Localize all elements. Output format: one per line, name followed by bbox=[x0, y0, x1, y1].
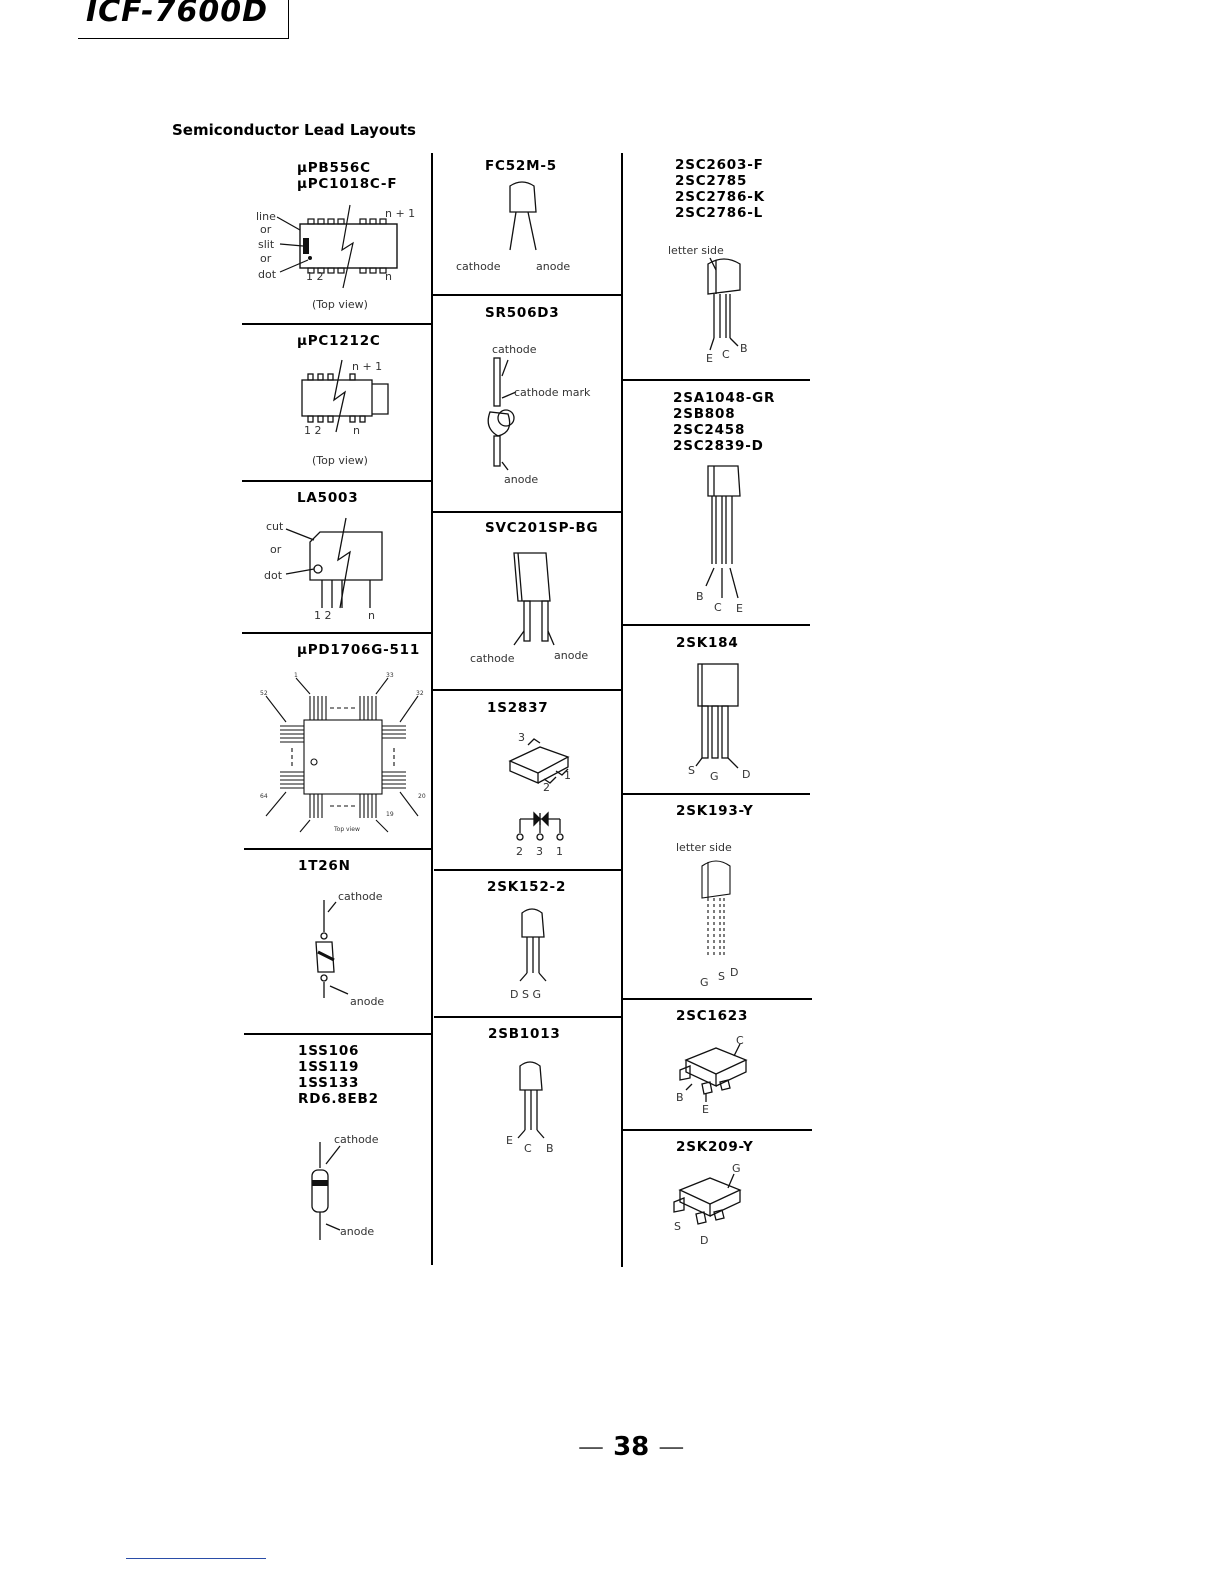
anode-label: anode bbox=[340, 1225, 375, 1238]
qfp-package-drawing bbox=[256, 668, 431, 838]
pin-label: 19 bbox=[386, 811, 394, 818]
row-divider bbox=[622, 1129, 812, 1131]
page-dash: — bbox=[658, 1432, 685, 1462]
sot89-drawing bbox=[666, 1160, 766, 1250]
pin-label: 64 bbox=[260, 793, 268, 800]
pin-label: 1 2 bbox=[304, 424, 322, 437]
anode-label: anode bbox=[536, 260, 571, 273]
or-label: or bbox=[260, 223, 272, 236]
base-label: B bbox=[676, 1091, 684, 1104]
row-divider bbox=[244, 848, 432, 850]
fet-drawing bbox=[672, 838, 782, 988]
row-divider bbox=[622, 379, 810, 381]
pin-label: 1 2 bbox=[306, 270, 324, 283]
cut-label: cut bbox=[266, 520, 284, 533]
letter-side-label: letter side bbox=[668, 244, 724, 257]
line-label: line bbox=[256, 210, 276, 223]
anode-label: anode bbox=[504, 473, 539, 486]
letter-side-label: letter side bbox=[676, 841, 732, 854]
transistor-drawing bbox=[500, 1058, 580, 1158]
anode-label: anode bbox=[554, 649, 589, 662]
row-divider bbox=[242, 632, 432, 634]
led-drawing bbox=[452, 178, 592, 278]
part-number: 2SC2603-F bbox=[675, 157, 764, 173]
footer-rule bbox=[126, 1558, 266, 1559]
row-divider bbox=[242, 480, 432, 482]
row-divider bbox=[622, 624, 810, 626]
view-label: Top view bbox=[334, 826, 360, 833]
part-number: 1SS119 bbox=[298, 1059, 360, 1075]
cathode-label: cathode bbox=[492, 343, 537, 356]
pin-label: 3 bbox=[536, 845, 543, 858]
drain-label: D bbox=[700, 1234, 709, 1247]
part-number: 2SB1013 bbox=[488, 1026, 561, 1042]
slit-label: slit bbox=[258, 238, 275, 251]
column-divider-2 bbox=[621, 153, 623, 1267]
pin-label: 2 bbox=[516, 845, 523, 858]
pin-label: n + 1 bbox=[352, 360, 383, 373]
pin-label: 1 bbox=[294, 672, 298, 679]
collector-label: C bbox=[714, 601, 722, 614]
dot-label: dot bbox=[264, 569, 283, 582]
la5003-package-drawing bbox=[262, 512, 402, 624]
page-number bbox=[578, 1432, 684, 1462]
fet-drawing bbox=[680, 660, 770, 785]
pin-label: 52 bbox=[260, 690, 268, 697]
part-number: 2SC2786-K bbox=[675, 189, 765, 205]
part-number: 2SC2458 bbox=[673, 422, 746, 438]
pin-label: n + 1 bbox=[385, 207, 416, 220]
cathode-label: cathode bbox=[456, 260, 501, 273]
cathode-label: cathode bbox=[338, 890, 383, 903]
cathode-label: cathode bbox=[470, 652, 515, 665]
gate-label: G bbox=[710, 770, 719, 783]
pin-label: 20 bbox=[418, 793, 426, 800]
emitter-label: E bbox=[736, 602, 743, 615]
row-divider bbox=[434, 869, 621, 871]
row-divider bbox=[622, 793, 810, 795]
emitter-label: E bbox=[706, 352, 713, 365]
pin-label: 33 bbox=[386, 672, 394, 679]
column-divider-1 bbox=[431, 153, 433, 1265]
diode-drawing bbox=[300, 882, 410, 1012]
base-label: B bbox=[740, 342, 748, 355]
cathode-label: cathode bbox=[334, 1133, 379, 1146]
gate-label: G bbox=[732, 1162, 741, 1175]
part-number: SR506D3 bbox=[485, 305, 560, 321]
section-title: Semiconductor Lead Layouts bbox=[172, 121, 416, 139]
base-label: B bbox=[696, 590, 704, 603]
row-divider bbox=[432, 294, 621, 296]
sot89-drawing bbox=[672, 1030, 772, 1120]
pin-label: 32 bbox=[416, 690, 424, 697]
emitter-label: E bbox=[506, 1134, 513, 1147]
part-number: 2SK193-Y bbox=[676, 803, 754, 819]
pin-label: n bbox=[353, 424, 360, 437]
source-label: S bbox=[718, 970, 725, 983]
part-number: 2SK184 bbox=[676, 635, 739, 651]
anode-label: anode bbox=[350, 995, 385, 1008]
glass-diode-drawing bbox=[296, 1128, 406, 1253]
diode-drawing bbox=[458, 332, 608, 492]
part-number: 2SK209-Y bbox=[676, 1139, 754, 1155]
part-number: 2SC1623 bbox=[676, 1008, 749, 1024]
collector-label: C bbox=[736, 1034, 744, 1047]
part-number: μPC1018C-F bbox=[297, 176, 398, 192]
cathode-mark-label: cathode mark bbox=[514, 386, 591, 399]
view-label: (Top view) bbox=[312, 454, 368, 467]
page-number-value: 38 bbox=[613, 1432, 650, 1462]
part-number: 1SS106 bbox=[298, 1043, 360, 1059]
part-number: 2SA1048-GR bbox=[673, 390, 776, 406]
model-number: ICF-7600D bbox=[86, 0, 269, 29]
part-number: 2SB808 bbox=[673, 406, 736, 422]
row-divider bbox=[242, 323, 432, 325]
fet-drawing bbox=[500, 903, 580, 1003]
page-dash: — bbox=[578, 1432, 604, 1462]
pin-label: 1 2 bbox=[314, 609, 332, 622]
part-number: 1S2837 bbox=[487, 700, 549, 716]
gate-label: G bbox=[700, 976, 709, 989]
part-number: LA5003 bbox=[297, 490, 359, 506]
dip-package-drawing bbox=[250, 200, 430, 315]
part-number: 1T26N bbox=[298, 858, 351, 874]
source-label: S bbox=[688, 764, 695, 777]
row-divider bbox=[434, 1016, 621, 1018]
pin-label: 2 bbox=[543, 781, 550, 794]
row-divider bbox=[622, 998, 812, 1000]
pin-label: n bbox=[385, 270, 392, 283]
source-label: S bbox=[674, 1220, 681, 1233]
drain-label: D bbox=[742, 768, 751, 781]
row-divider bbox=[244, 1033, 432, 1035]
part-number: 2SC2839-D bbox=[673, 438, 764, 454]
pin-label: 1 bbox=[556, 845, 563, 858]
part-number: 2SC2786-L bbox=[675, 205, 764, 221]
or-label: or bbox=[260, 252, 272, 265]
pin-label: D S G bbox=[510, 988, 541, 1001]
part-number: μPD1706G-511 bbox=[297, 642, 421, 658]
collector-label: C bbox=[722, 348, 730, 361]
sot23-drawing bbox=[500, 725, 600, 860]
part-number: 2SK152-2 bbox=[487, 879, 567, 895]
part-number: μPC1212C bbox=[297, 333, 381, 349]
pin-label: 3 bbox=[518, 731, 525, 744]
part-number: μPB556C bbox=[297, 160, 371, 176]
dot-label: dot bbox=[258, 268, 277, 281]
sip-package-drawing bbox=[290, 356, 400, 471]
transistor-drawing bbox=[686, 460, 776, 620]
part-number: 2SC2785 bbox=[675, 173, 748, 189]
or-label: or bbox=[270, 543, 282, 556]
emitter-label: E bbox=[702, 1103, 709, 1116]
part-number: FC52M-5 bbox=[485, 158, 557, 174]
part-number: SVC201SP-BG bbox=[485, 520, 599, 536]
part-number: RD6.8EB2 bbox=[298, 1091, 379, 1107]
view-label: (Top view) bbox=[312, 298, 368, 311]
collector-label: C bbox=[524, 1142, 532, 1155]
varicap-drawing bbox=[462, 545, 612, 670]
base-label: B bbox=[546, 1142, 554, 1155]
part-number: 1SS133 bbox=[298, 1075, 360, 1091]
row-divider bbox=[432, 689, 621, 691]
transistor-drawing bbox=[664, 238, 784, 373]
row-divider bbox=[432, 511, 621, 513]
drain-label: D bbox=[730, 966, 739, 979]
pin-label: 1 bbox=[564, 769, 571, 782]
pin-label: n bbox=[368, 609, 375, 622]
